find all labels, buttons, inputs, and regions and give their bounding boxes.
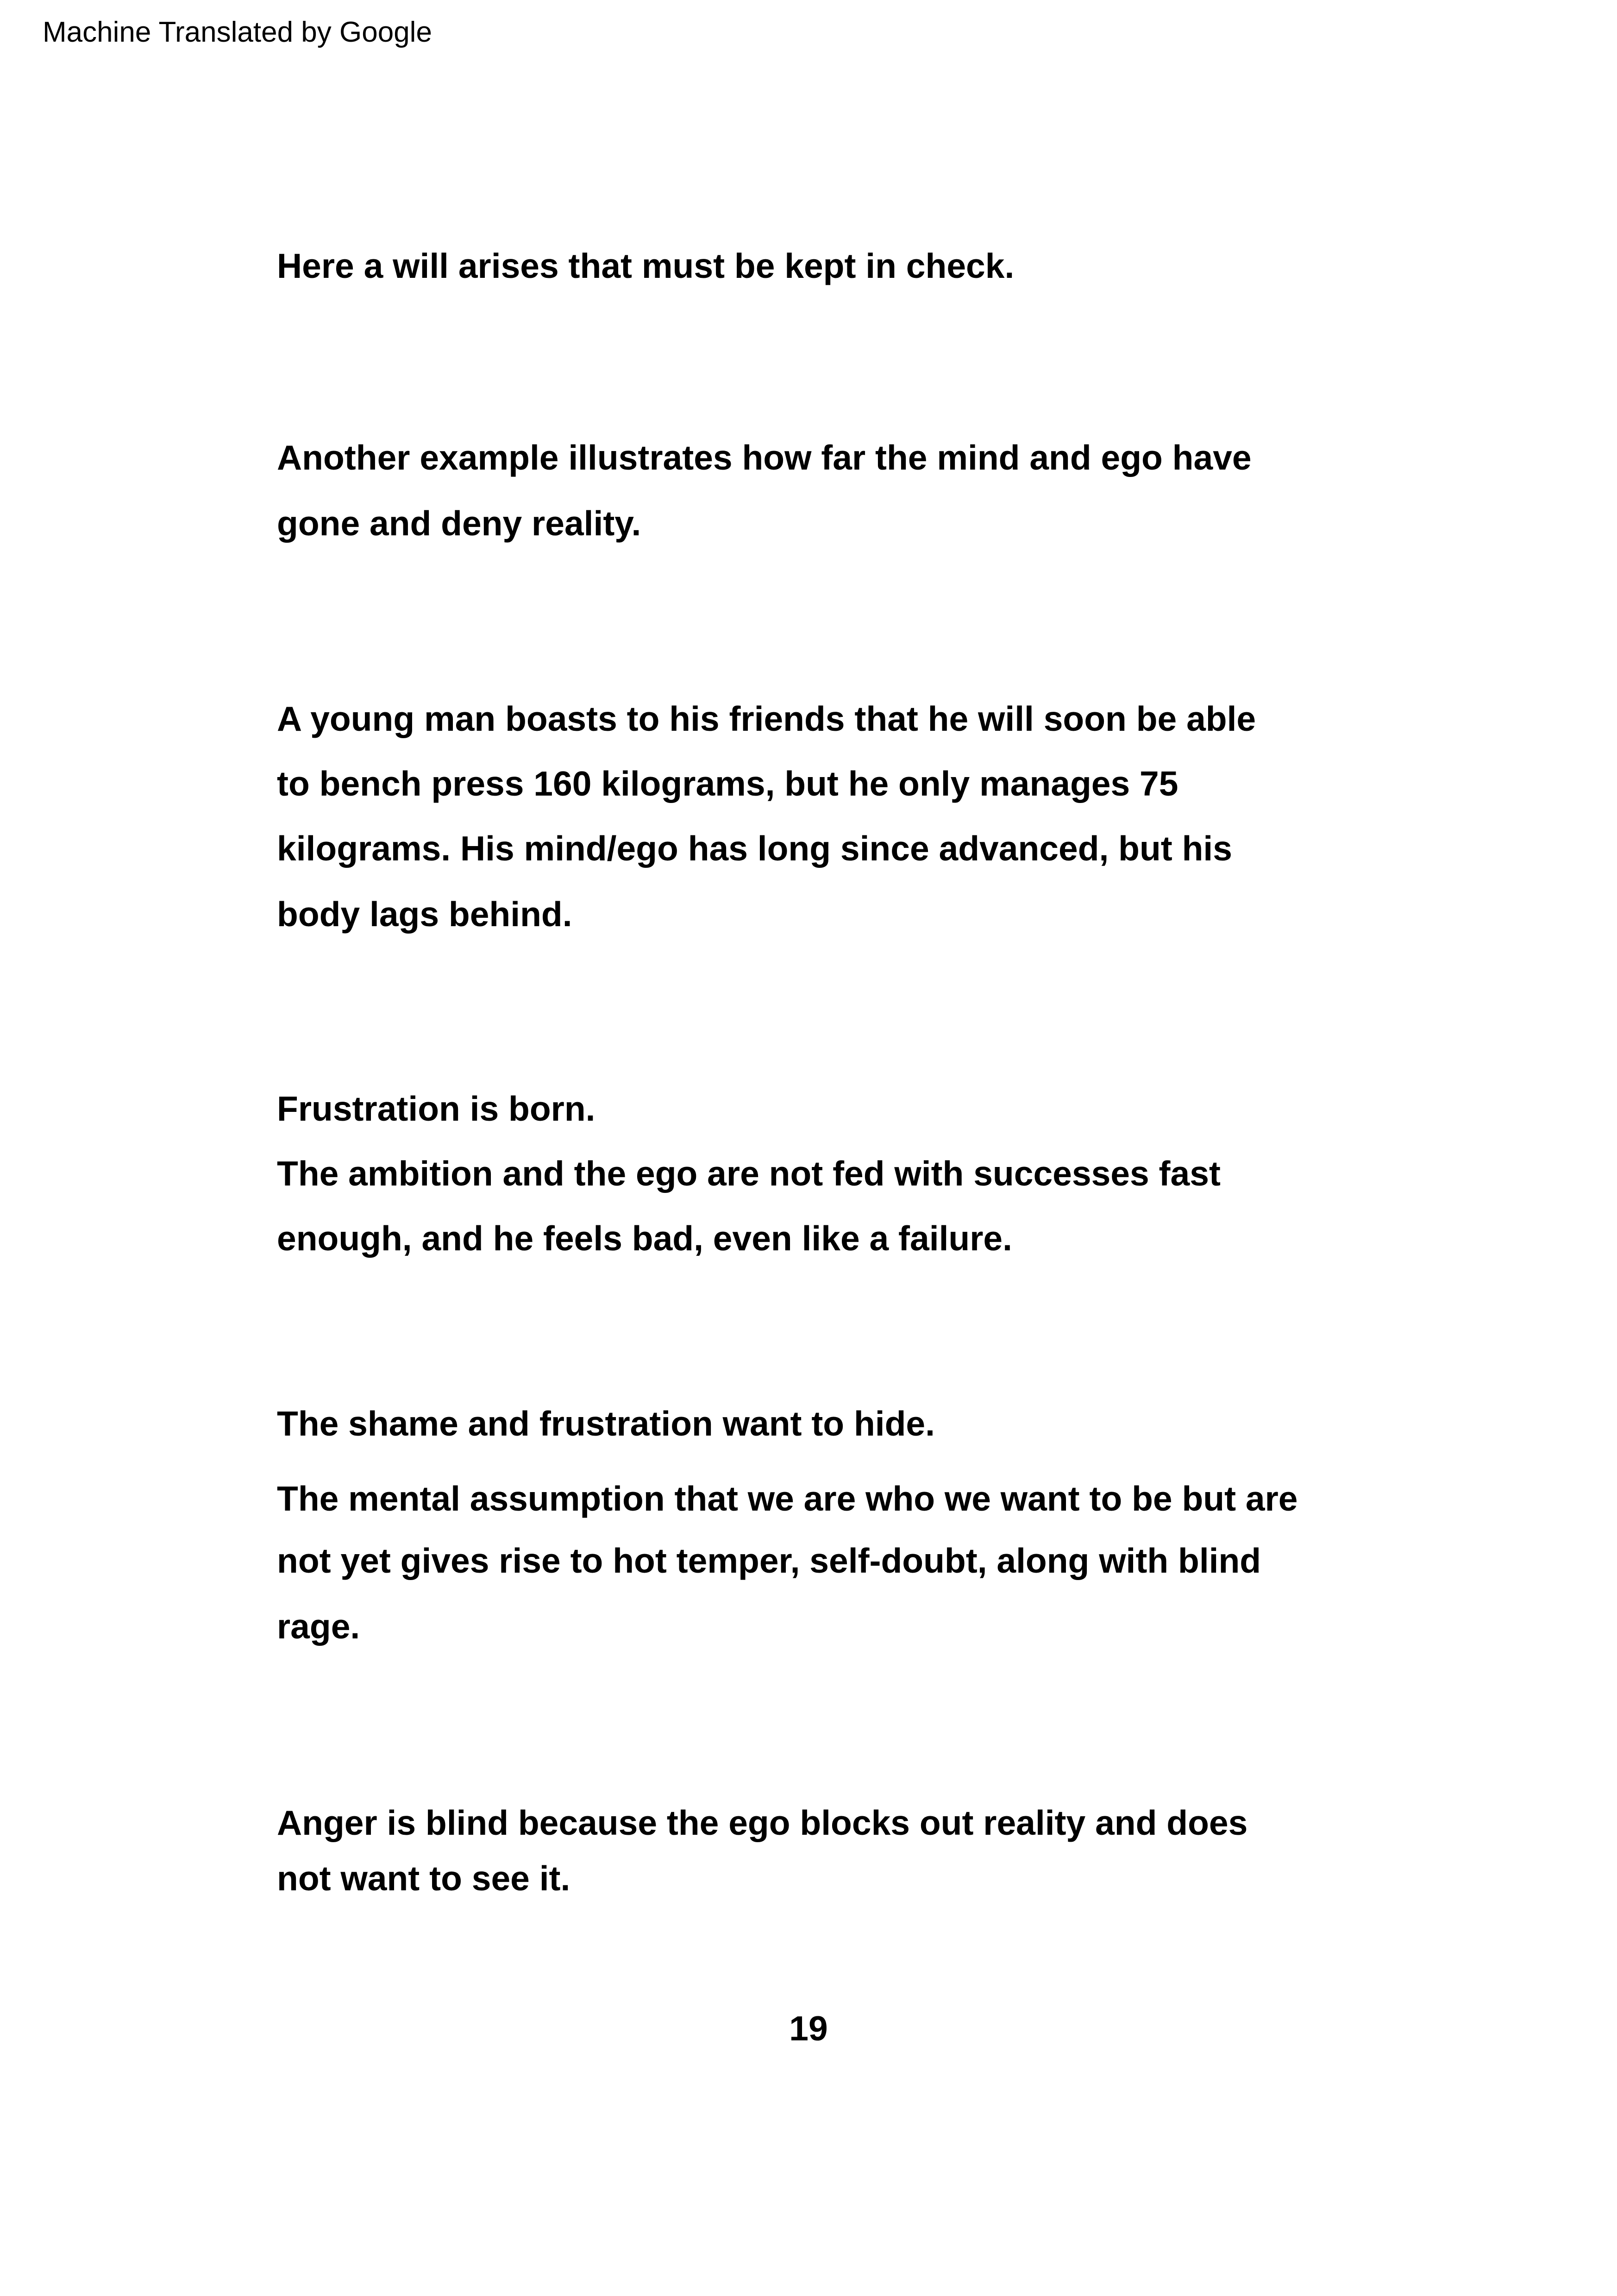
paragraph-4-line-1: Frustration is born. <box>277 1089 595 1128</box>
paragraph-2-line-2: gone and deny reality. <box>277 504 641 543</box>
paragraph-4-line-2: The ambition and the ego are not fed with successes fast <box>277 1154 1221 1193</box>
paragraph-1-line-1: Here a will arises that must be kept in check. <box>277 246 1015 285</box>
paragraph-6-line-2: not want to see it. <box>277 1859 570 1898</box>
paragraph-4-line-3: enough, and he feels bad, even like a failure. <box>277 1219 1012 1258</box>
paragraph-5-line-3: not yet gives rise to hot temper, self-doubt, along with blind <box>277 1541 1261 1580</box>
paragraph-6-line-1: Anger is blind because the ego blocks out reality and does <box>277 1803 1248 1842</box>
machine-translation-notice: Machine Translated by Google <box>43 16 432 48</box>
paragraph-3-line-3: kilograms. His mind/ego has long since advanced, but his <box>277 829 1232 868</box>
paragraph-5-line-2: The mental assumption that we are who we want to be but are <box>277 1479 1298 1518</box>
paragraph-3-line-4: body lags behind. <box>277 895 572 934</box>
paragraph-3-line-2: to bench press 160 kilograms, but he only manages 75 <box>277 764 1178 803</box>
paragraph-3-line-1: A young man boasts to his friends that he will soon be able <box>277 699 1256 738</box>
paragraph-2-line-1: Another example illustrates how far the mind and ego have <box>277 438 1252 477</box>
paragraph-5-line-4: rage. <box>277 1607 360 1646</box>
paragraph-5-line-1: The shame and frustration want to hide. <box>277 1404 935 1443</box>
page-number: 19 <box>789 2009 828 2048</box>
